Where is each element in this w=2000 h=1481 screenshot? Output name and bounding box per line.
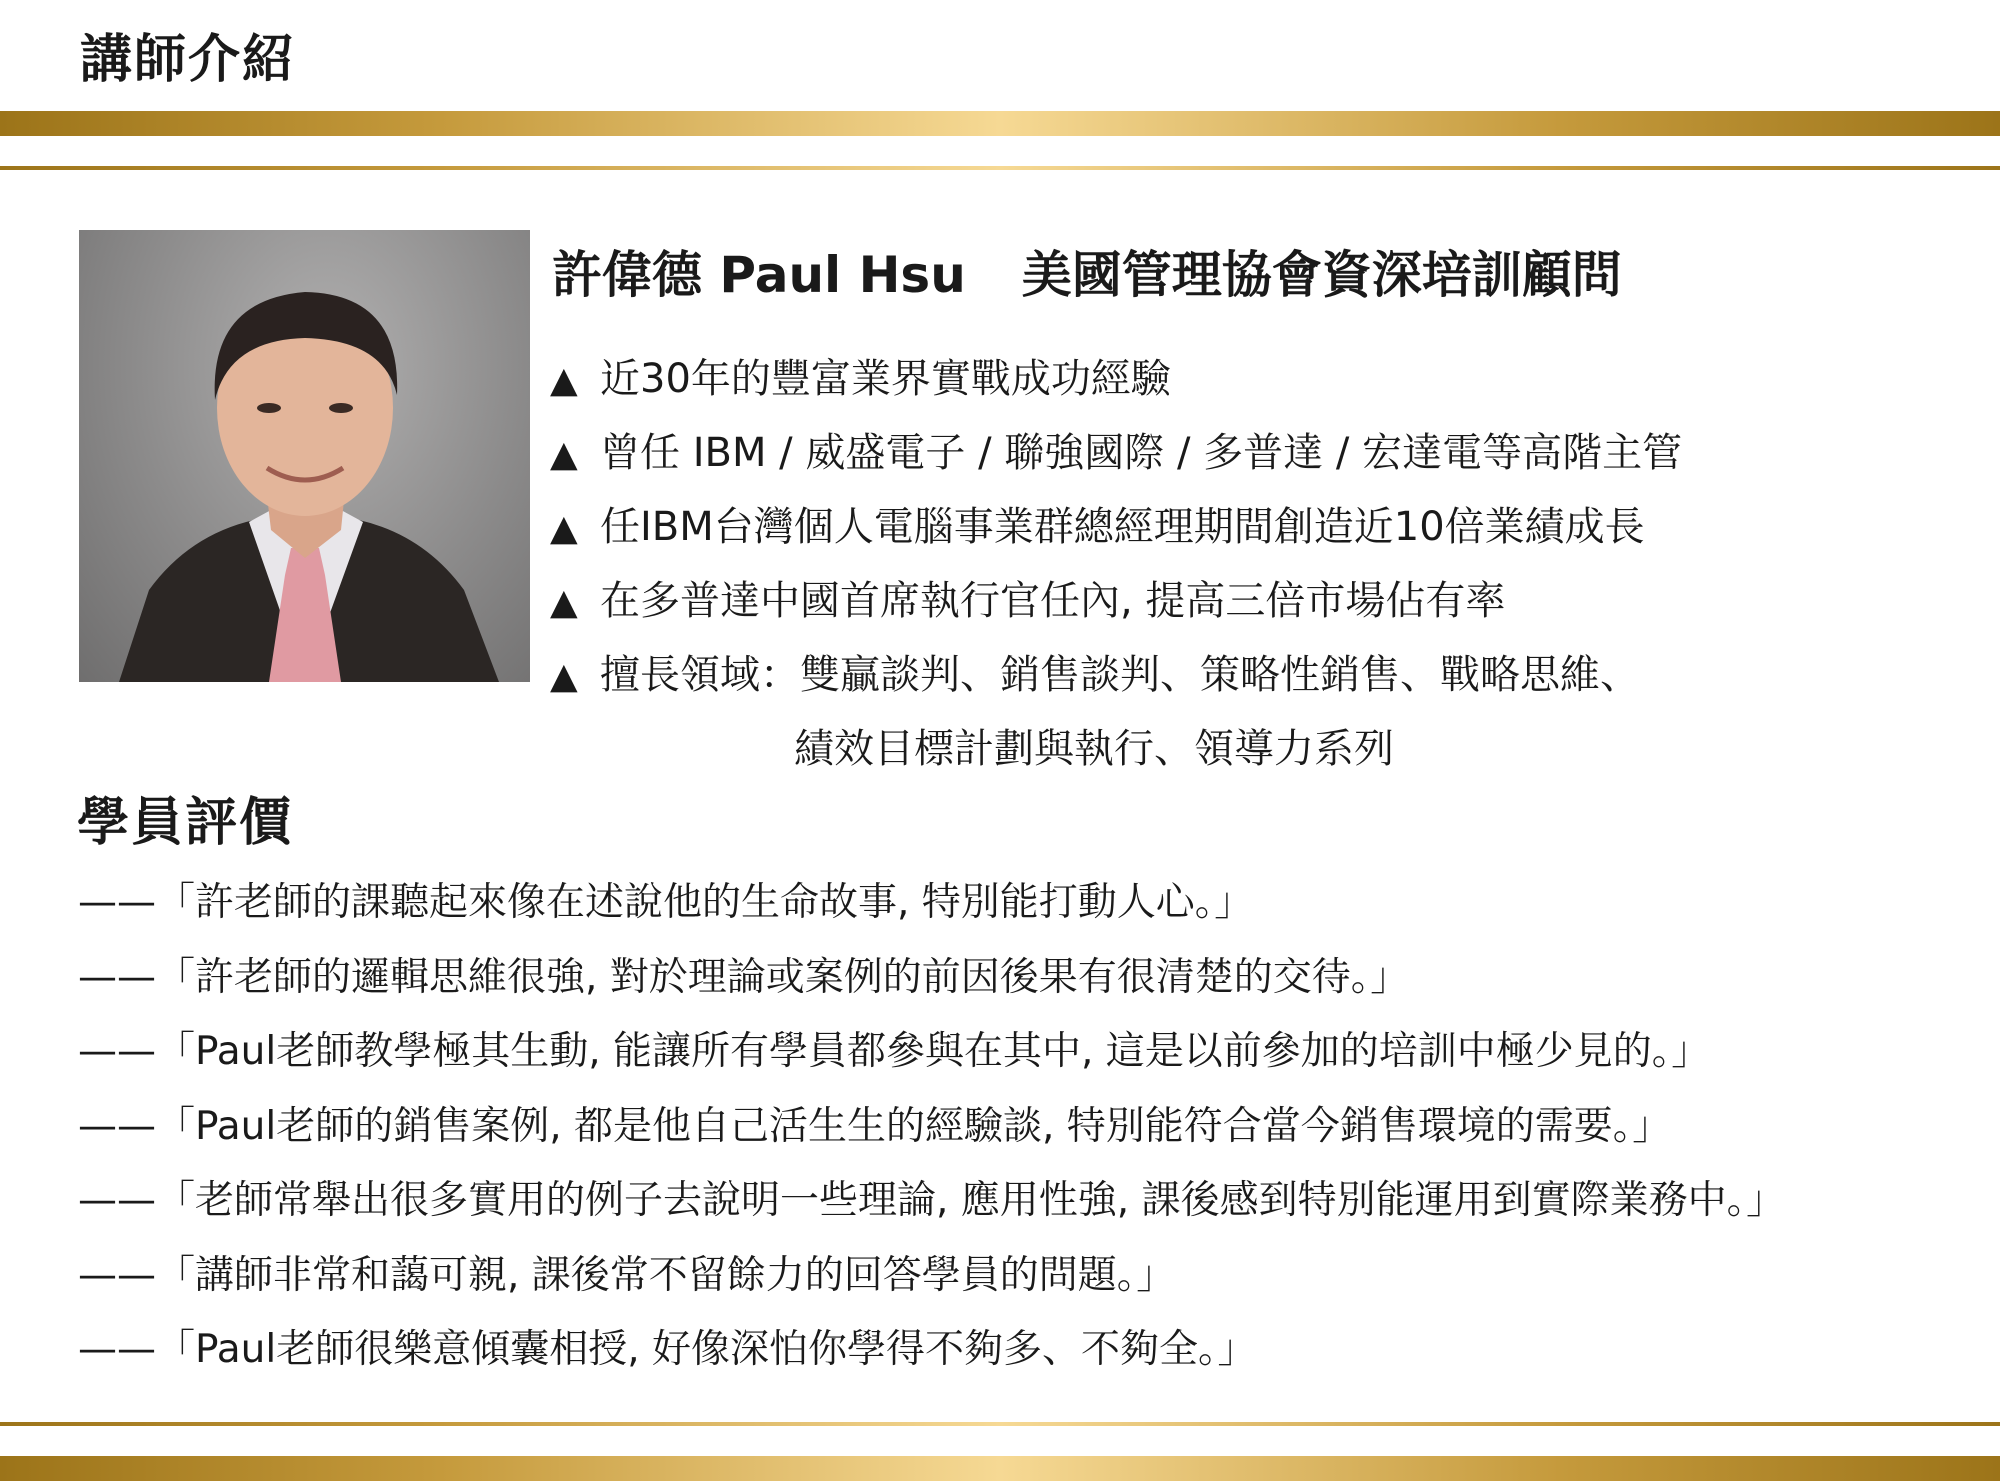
review-item: ——「許老師的課聽起來像在述說他的生命故事, 特別能打動人心。」 — [78, 880, 1254, 925]
review-item: ——「Paul老師教學極其生動, 能讓所有學員都參與在其中, 這是以前參加的培訓中極少見的。」 — [78, 1029, 1711, 1074]
bullet-continuation: 績效目標計劃與執行、領導力系列 — [794, 726, 1394, 772]
reviews-title: 學員評價 — [77, 793, 294, 853]
reviews-list — [78, 866, 1785, 1388]
bullet-item: ▲ 近30年的豐富業界實戰成功經驗 — [550, 342, 1682, 416]
gold-divider-bottom-thick — [0, 1456, 2000, 1481]
triangle-icon: ▲ — [550, 508, 578, 549]
instructor-name: 許偉德 Paul Hsu — [552, 246, 966, 304]
triangle-icon: ▲ — [550, 434, 578, 475]
gold-divider-top-thick — [0, 111, 2000, 136]
instructor-bullet-list — [550, 342, 1682, 786]
bullet-item: ▲ 在多普達中國首席執行官任內, 提高三倍市場佔有率 — [550, 564, 1682, 638]
review-item: ——「許老師的邏輯思維很強, 對於理論或案例的前因後果有很清楚的交待。」 — [78, 954, 1410, 1000]
bullet-item: ▲ 曾任 IBM / 威盛電子 / 聯強國際 / 多普達 / 宏達電等高階主管 — [550, 416, 1682, 490]
triangle-icon: ▲ — [550, 360, 578, 401]
gold-divider-top-thin — [0, 166, 2000, 170]
review-item: ——「講師非常和藹可親, 課後常不留餘力的回答學員的問題。」 — [78, 1252, 1176, 1298]
review-item: ——「老師常舉出很多實用的例子去說明一些理論, 應用性強, 課後感到特別能運用到實際業務中。」 — [78, 1178, 1786, 1223]
instructor-position: 美國管理協會資深培訓顧問 — [1021, 246, 1622, 304]
review-item: ——「Paul老師很樂意傾囊相授, 好像深怕你學得不夠多、不夠全。」 — [78, 1327, 1257, 1372]
instructor-heading — [552, 240, 1622, 310]
page-title: 講師介紹 — [80, 30, 297, 90]
instructor-photo — [79, 230, 530, 682]
gold-divider-bottom-thin — [0, 1422, 2000, 1426]
bullet-item: ▲ 任IBM台灣個人電腦事業群總經理期間創造近10倍業績成長 — [550, 490, 1682, 564]
bullet-item: ▲ 擅長領域：雙贏談判、銷售談判、策略性銷售、戰略思維、 — [550, 638, 1682, 712]
triangle-icon: ▲ — [550, 656, 578, 697]
review-item: ——「Paul老師的銷售案例, 都是他自己活生生的經驗談, 特別能符合當今銷售環境的需要。」 — [78, 1103, 1672, 1149]
triangle-icon: ▲ — [550, 582, 578, 623]
